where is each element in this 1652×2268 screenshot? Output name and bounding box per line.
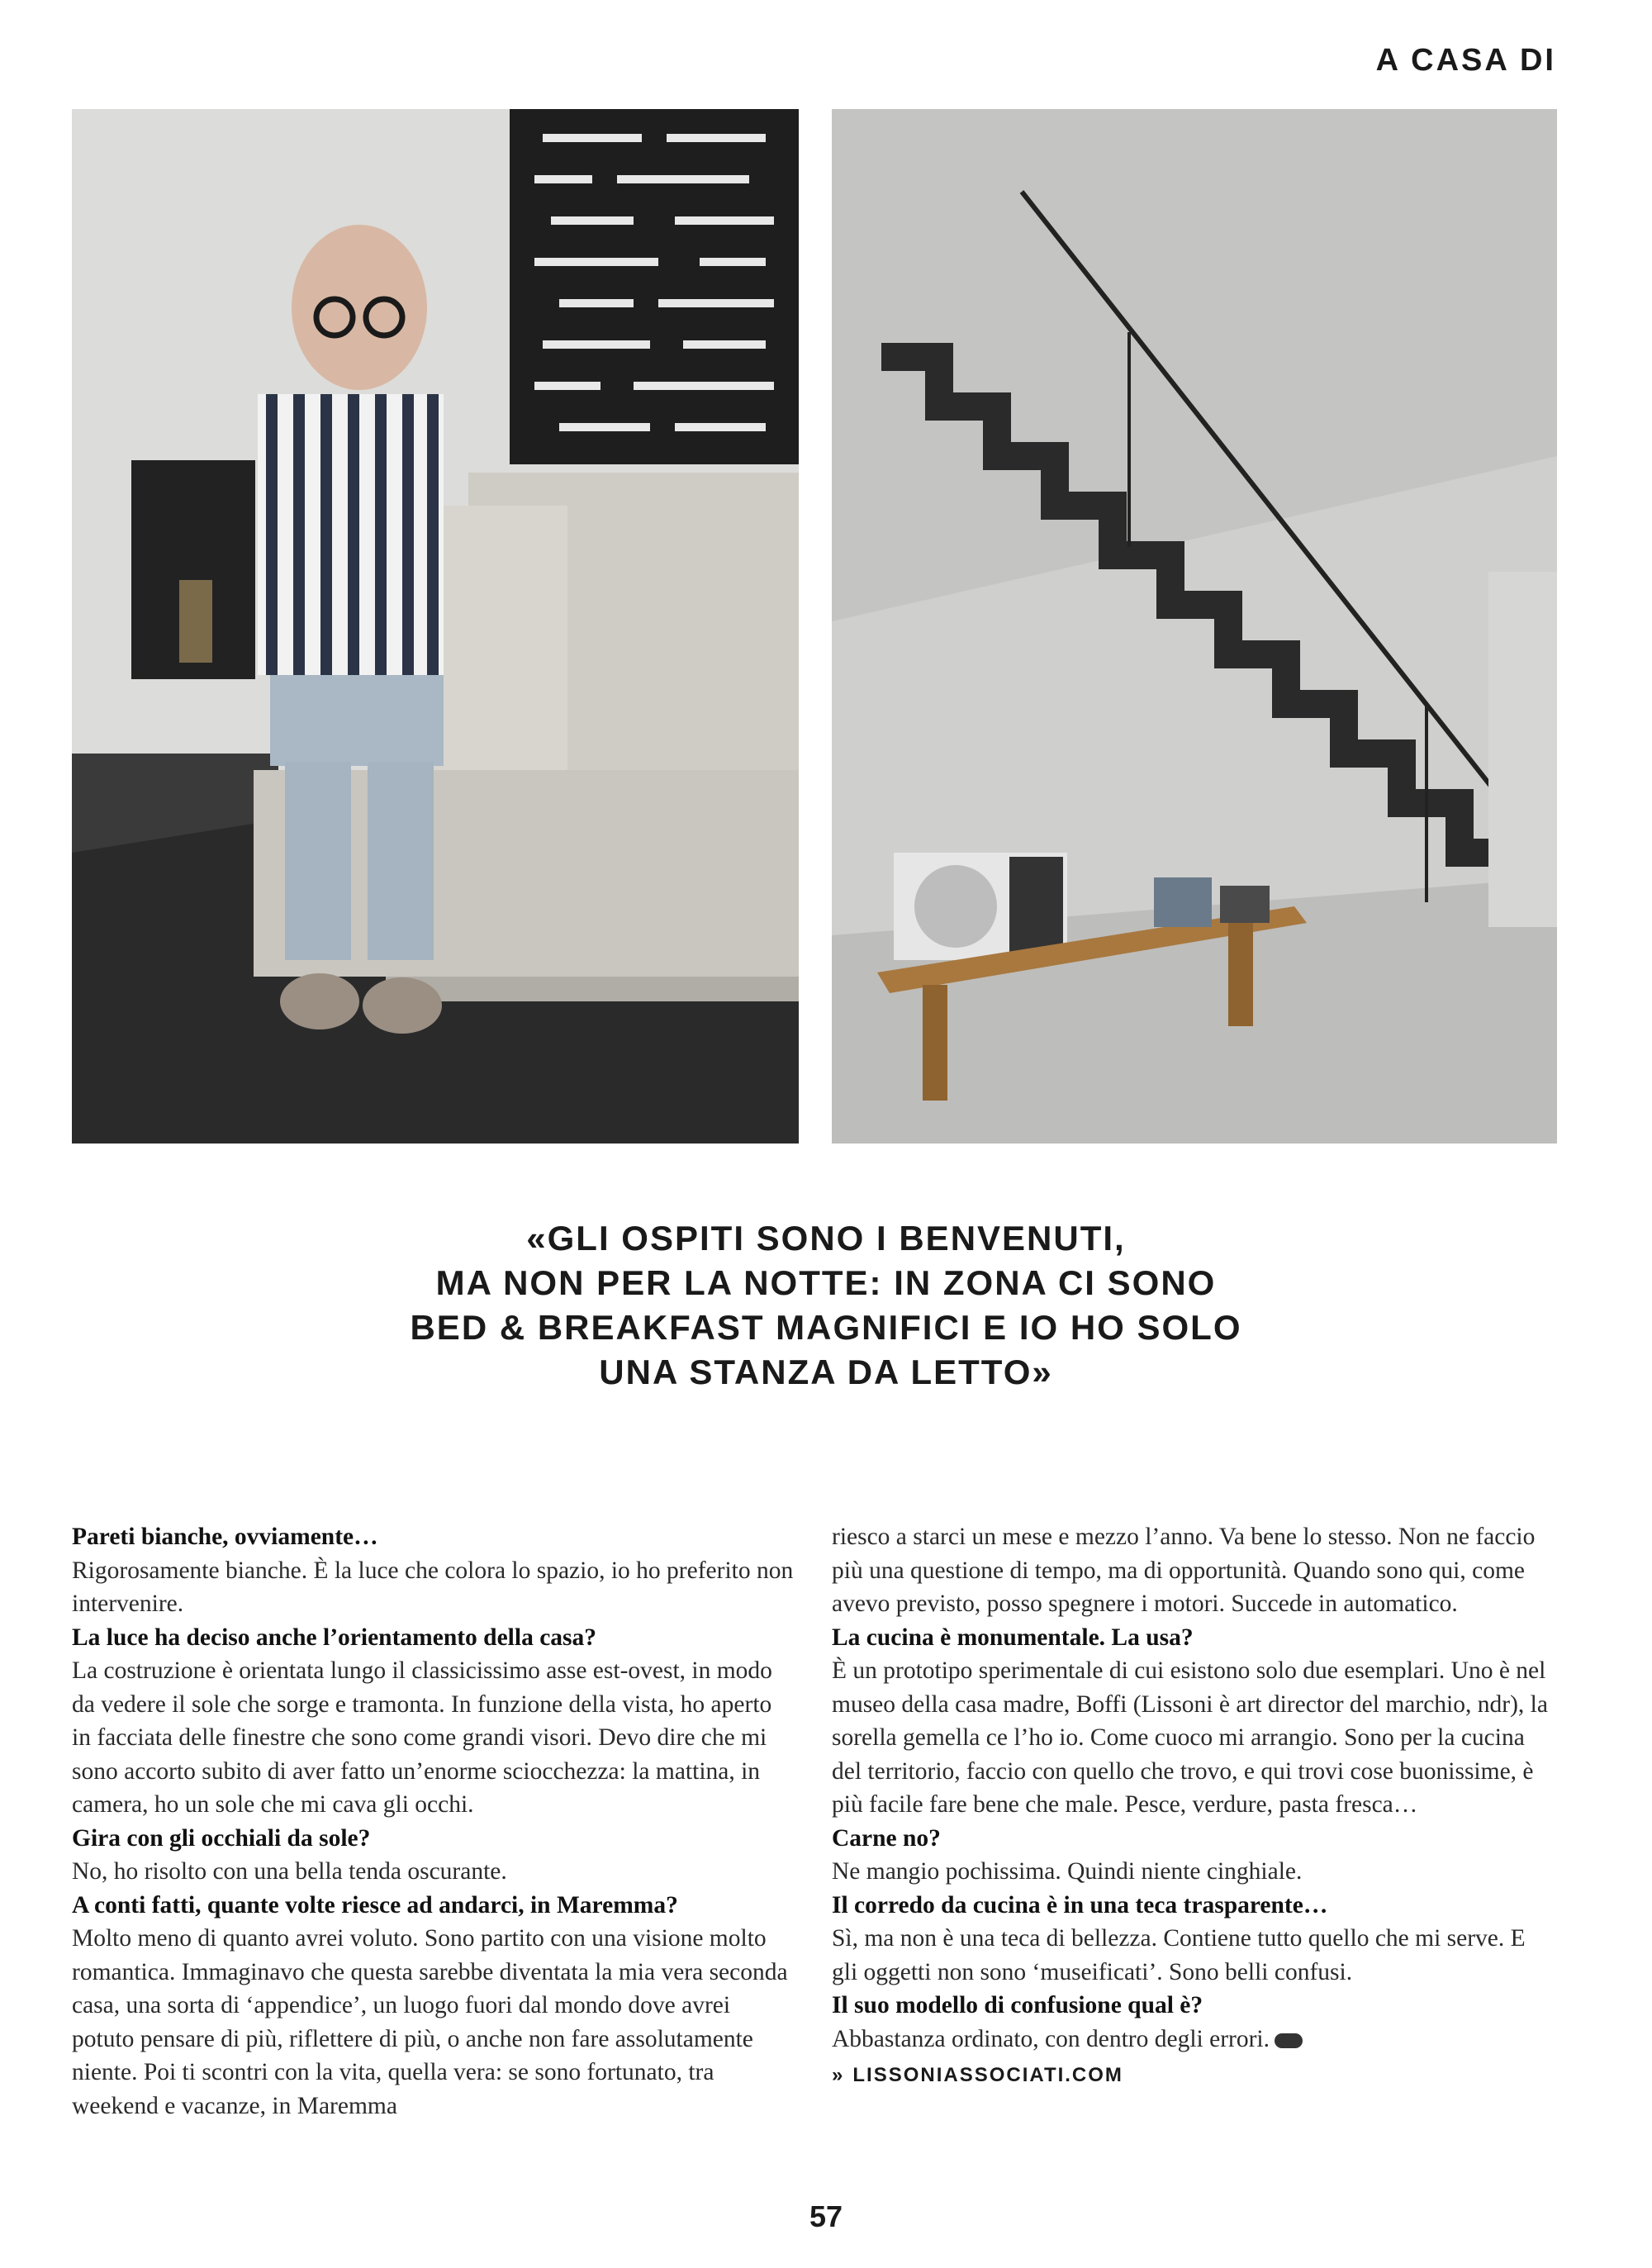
pull-quote-line: «GLI OSPITI SONO I BENVENUTI, bbox=[526, 1219, 1126, 1258]
arrow-right-icon: » bbox=[832, 2064, 845, 2086]
interview-answer: Molto meno di quanto avrei voluto. Sono partito con una visione molto romantica. Immaginavo che questa sarebbe diventata la mia vera seconda casa, una sorta di ‘appendice’, un luogo fuori dal mondo dove avrei potuto pensare di più, riflettere di più, o anche non fare assolutamente niente. Poi ti scontri con la vita, quella vera: se sono fortunato, tra weekend e vacanze, in Maremma bbox=[72, 1925, 788, 2119]
interview-question: Gira con gli occhiali da sole? bbox=[72, 1824, 371, 1852]
interview-answer: Rigorosamente bianche. È la luce che colora lo spazio, io ho preferito non intervenire. bbox=[72, 1557, 794, 1617]
pull-quote-line: BED & BREAKFAST MAGNIFICI E IO HO SOLO bbox=[410, 1308, 1242, 1347]
interview-answer: riesco a starci un mese e mezzo l’anno. Va bene lo stesso. Non ne faccio più una questione di tempo, ma di opportunità. Quando sono qui, come avevo previsto, posso spegnere i motori. Succede in automatico. bbox=[832, 1524, 1536, 1617]
pull-quote bbox=[248, 1216, 1404, 1395]
staircase-photo bbox=[832, 109, 1557, 1144]
page-number: 57 bbox=[809, 2199, 843, 2233]
interview-answer: La costruzione è orientata lungo il classicissimo asse est-ovest, in modo da vedere il sole che sorge e tramonta. In funzione della vista, ho aperto in facciata delle finestre che sono come grandi visori. Devo dire che mi sono accorto subito di aver fatto un’enorme sciocchezza: la mattina, in camera, ho un sole che mi cava gli occhi. bbox=[72, 1657, 772, 1818]
interview-column-right bbox=[832, 1520, 1555, 2093]
interview-column-left bbox=[72, 1520, 795, 2123]
section-label: A CASA DI bbox=[1375, 43, 1556, 78]
pull-quote-line: MA NON PER LA NOTTE: IN ZONA CI SONO bbox=[435, 1263, 1217, 1302]
interview-question: La luce ha deciso anche l’orientamento della casa? bbox=[72, 1624, 597, 1651]
man-on-sofa-photo bbox=[72, 109, 799, 1144]
interview-question: La cucina è monumentale. La usa? bbox=[832, 1624, 1194, 1651]
interview-answer: È un prototipo sperimentale di cui esistono solo due esemplari. Uno è nel museo della casa madre, Boffi (Lissoni è art director del marchio, ndr), la sorella gemella ce l’ho io. Come cuoco mi arrangio. Sono per la cucina del territorio, faccio con quello che trovo, e qui trovi cose buonissime, è più facile fare bene che male. Pesce, verdure, pasta fresca… bbox=[832, 1657, 1548, 1818]
pull-quote-line: UNA STANZA DA LETTO» bbox=[599, 1353, 1053, 1391]
interview-answer: No, ho risolto con una bella tenda oscurante. bbox=[72, 1858, 507, 1885]
website-link[interactable] bbox=[832, 2059, 1555, 2093]
interview-question: Carne no? bbox=[832, 1824, 941, 1852]
end-mark-icon bbox=[1275, 2033, 1303, 2048]
interview-answer: Sì, ma non è una teca di bellezza. Contiene tutto quello che mi serve. E gli oggetti non sono ‘museificati’. Sono belli confusi. bbox=[832, 1925, 1526, 1985]
interview-answer: Abbastanza ordinato, con dentro degli errori. bbox=[832, 2025, 1270, 2052]
interview-answer-final bbox=[832, 2023, 1555, 2056]
website-url[interactable]: LISSONIASSOCIATI.COM bbox=[852, 2064, 1123, 2086]
interview-question: Il corredo da cucina è in una teca trasparente… bbox=[832, 1891, 1328, 1919]
interview-question: A conti fatti, quante volte riesce ad andarci, in Maremma? bbox=[72, 1891, 678, 1919]
interview-question: Il suo modello di confusione qual è? bbox=[832, 1992, 1203, 2018]
interview-answer: Ne mangio pochissima. Quindi niente cinghiale. bbox=[832, 1858, 1303, 1885]
interview-question: Pareti bianche, ovviamente… bbox=[72, 1524, 378, 1550]
